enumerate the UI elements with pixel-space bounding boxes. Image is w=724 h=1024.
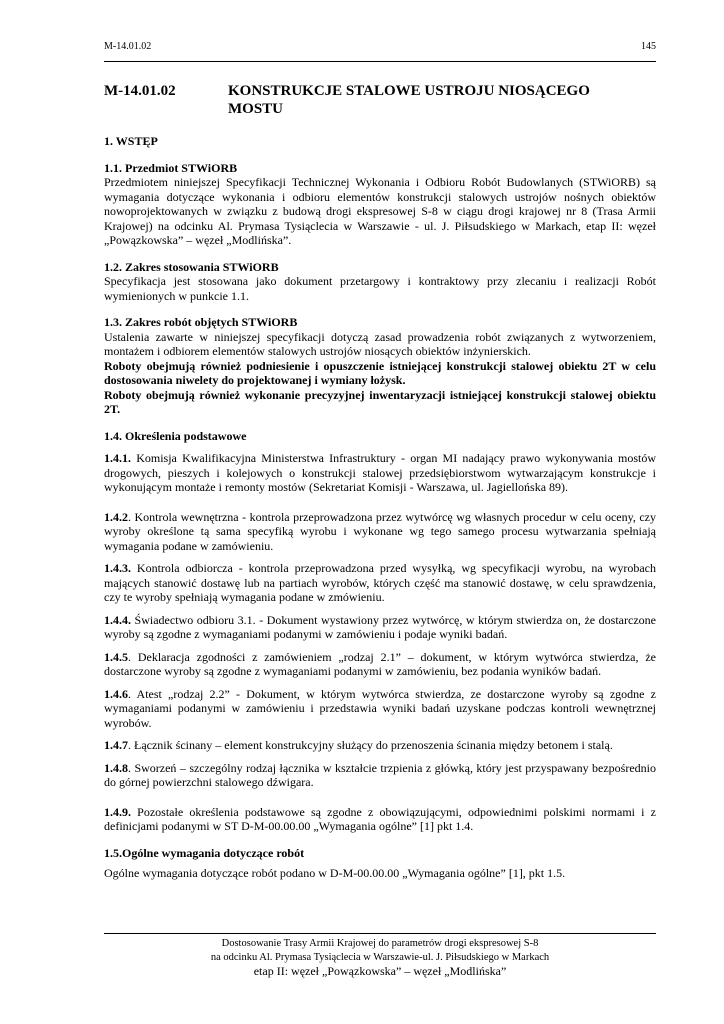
definition-number: 1.4.2: [104, 509, 128, 524]
footer-divider: [104, 933, 656, 934]
definition-number: 1.4.8: [104, 760, 128, 775]
spec-title: [104, 82, 656, 118]
section-1-4-heading: 1.4. Określenia podstawowe: [104, 428, 247, 443]
section-1-3-bold-1: Roboty obejmują również podniesienie i opuszczenie istniejącej konstrukcji stalowej obiektu 2T w celu dostosowania niwelety do projektowanej i wymiany łożysk.: [104, 358, 656, 387]
definition-number: 1.4.6: [104, 686, 128, 701]
definition-text: . Kontrola wewnętrzna - kontrola przeprowadzona przez wytwórcę wg własnych procedur w celu oceny, czy wyroby określone tą sama specyfiką wyrobu i wykonane wg tego samego procesu wytwarzania spełniają wymagania podane w zamówieniu.: [104, 509, 656, 553]
header-spec-code: M-14.01.02: [104, 41, 152, 52]
header-page-number: 145: [641, 41, 656, 52]
definition-1-4-8: [104, 761, 656, 790]
footer-line-1: Dostosowanie Trasy Armii Krajowej do parametrów drogi ekspresowej S-8: [221, 938, 539, 949]
header-divider: [104, 61, 656, 62]
spec-title-code: M-14.01.02: [104, 83, 176, 99]
definition-text: Pozostałe określenia podstawowe są zgodne z obowiązującymi, odpowiednimi polskimi normami i z definicjami podanymi w ST D-M-00.00.00 „Wymagania ogólne” [1] pkt 1.4.: [104, 804, 656, 833]
spec-title-line-1: KONSTRUKCJE STALOWE USTROJU NIOSĄCEGO: [228, 83, 590, 99]
definition-text: . Atest „rodzaj 2.2” - Dokument, w którym wytwórca stwierdza, ze dostarczone wyroby są zgodne z wymaganiami podanymi w zamówieniu i przedstawia wyniki badań uzyskane podczas kontroli wewnętrznej wyrobów.: [104, 686, 656, 730]
document-body: [104, 82, 656, 881]
section-1-heading: 1. WSTĘP: [104, 134, 158, 148]
section-1-2-text: Specyfikacja jest stosowana jako dokument przetargowy i kontraktowy przy zlecaniu i realizacji Robót wymienionych w punkcie 1.1.: [104, 274, 656, 303]
section-1-1-heading: 1.1. Przedmiot STWiORB: [104, 160, 238, 175]
section-1-2-heading: 1.2. Zakres stosowania STWiORB: [104, 259, 279, 274]
definition-1-4-1: [104, 451, 656, 495]
definition-1-4-7: [104, 738, 656, 753]
section-1-1-text: Przedmiotem niniejszej Specyfikacji Technicznej Wykonania i Odbioru Robót Budowlanych (STWiORB) są wymagania dotyczące wykonania i odbioru elementów konstrukcji stalowych ustrojów nośnych obiektów nowoprojektowanych w związku z budową drogi ekspresowej S-8 w ciągu drogi krajowej nr 8 (Trasa Armii Krajowej) na odcinku Al. Prymasa Tysiąclecia w Warszawie - ul. J. Piłsudskiego w Markach, etap II: węzeł „Powązkowska” – węzeł „Modlińska”.: [104, 175, 656, 247]
spec-title-line-2: MOSTU: [228, 101, 284, 117]
section-1-3-heading: 1.3. Zakres robót objętych STWiORB: [104, 315, 298, 329]
section-1-3-bold-2: Roboty obejmują również wykonanie precyzyjnej inwentaryzacji istniejącej konstrukcji stalowej obiektu 2T.: [104, 387, 656, 416]
definition-text: Komisja Kwalifikacyjna Ministerstwa Infrastruktury - organ MI nadający prawo wykonywania mostów drogowych, pieszych i kolejowych o konstrukcji stalowej przedsiębiorstwom wytwarzającym konstrukcje i wykonującym montaże i remonty mostów (Sekretariat Komisji - Warszawa, ul. Jagiellońska 89).: [104, 451, 656, 494]
spec-title-text: [228, 82, 656, 118]
footer-line-3: etap II: węzeł „Powązkowska” – węzeł „Modlińska”: [253, 964, 507, 978]
section-1-3-text: Ustalenia zawarte w niniejszej specyfikacji dotyczą zasad prowadzenia robót związanych z wytworzeniem, montażem i odbiorem elementów stalowych ustrojów niosących obiektów inżynierskich.: [104, 329, 656, 358]
definition-1-4-5: [104, 650, 656, 679]
footer-line-2: na odcinku Al. Prymasa Tysiąclecia w Warszawie-ul. J. Piłsudskiego w Markach: [210, 951, 550, 963]
definition-number: 1.4.7: [104, 738, 128, 752]
definition-text: . Łącznik ścinany – element konstrukcyjny służący do przenoszenia ścinania między betonem i stalą.: [128, 738, 613, 752]
definition-text: . Deklaracja zgodności z zamówieniem „rodzaj 2.1” – dokument, w którym wytwórca stwierdza, że dostarczone wyroby są zgodne z wymaganiami podanymi w zamówieniu, bez podania wyników badań.: [104, 649, 656, 678]
definition-number: 1.4.5: [104, 649, 128, 664]
definition-1-4-2: [104, 510, 656, 554]
definition-number: 1.4.3.: [104, 561, 131, 575]
definition-text: Świadectwo odbioru 3.1. - Dokument wystawiony przez wytwórcę, w którym stwierdza on, że dostarczone wyroby są zgodne z wymaganiami podanymi w zamówieniu i podaje wyniki badań.: [104, 612, 656, 641]
definition-number: 1.4.9.: [104, 804, 131, 819]
definition-1-4-3: [104, 561, 656, 605]
section-1-5-text: Ogólne wymagania dotyczące robót podano w D-M-00.00.00 „Wymagania ogólne” [1], pkt 1.5.: [104, 866, 566, 880]
page-footer: [104, 937, 656, 979]
definition-1-4-4: [104, 613, 656, 642]
definition-number: 1.4.4.: [104, 612, 131, 627]
section-1-5-heading: 1.5.Ogólne wymagania dotyczące robót: [104, 845, 305, 860]
definition-number: 1.4.1.: [104, 451, 131, 465]
definition-1-4-9: [104, 805, 656, 834]
definition-text: . Sworzeń – szczególny rodzaj łącznika w kształcie trzpienia z główką, który jest przyspawany bezpośrednio do górnej powierzchni stalowego dźwigara.: [104, 760, 656, 789]
definition-text: Kontrola odbiorcza - kontrola przeprowadzona przed wysyłką, wg specyfikacji wyrobu, na wyrobach mających stanowić dostawę lub na partiach wyrobów, których część ma stanowić dostawę, w celu sprawdzenia, czy te wyroby spełniają wymagania podane w zmówieniu.: [104, 561, 656, 604]
definition-1-4-6: [104, 687, 656, 731]
